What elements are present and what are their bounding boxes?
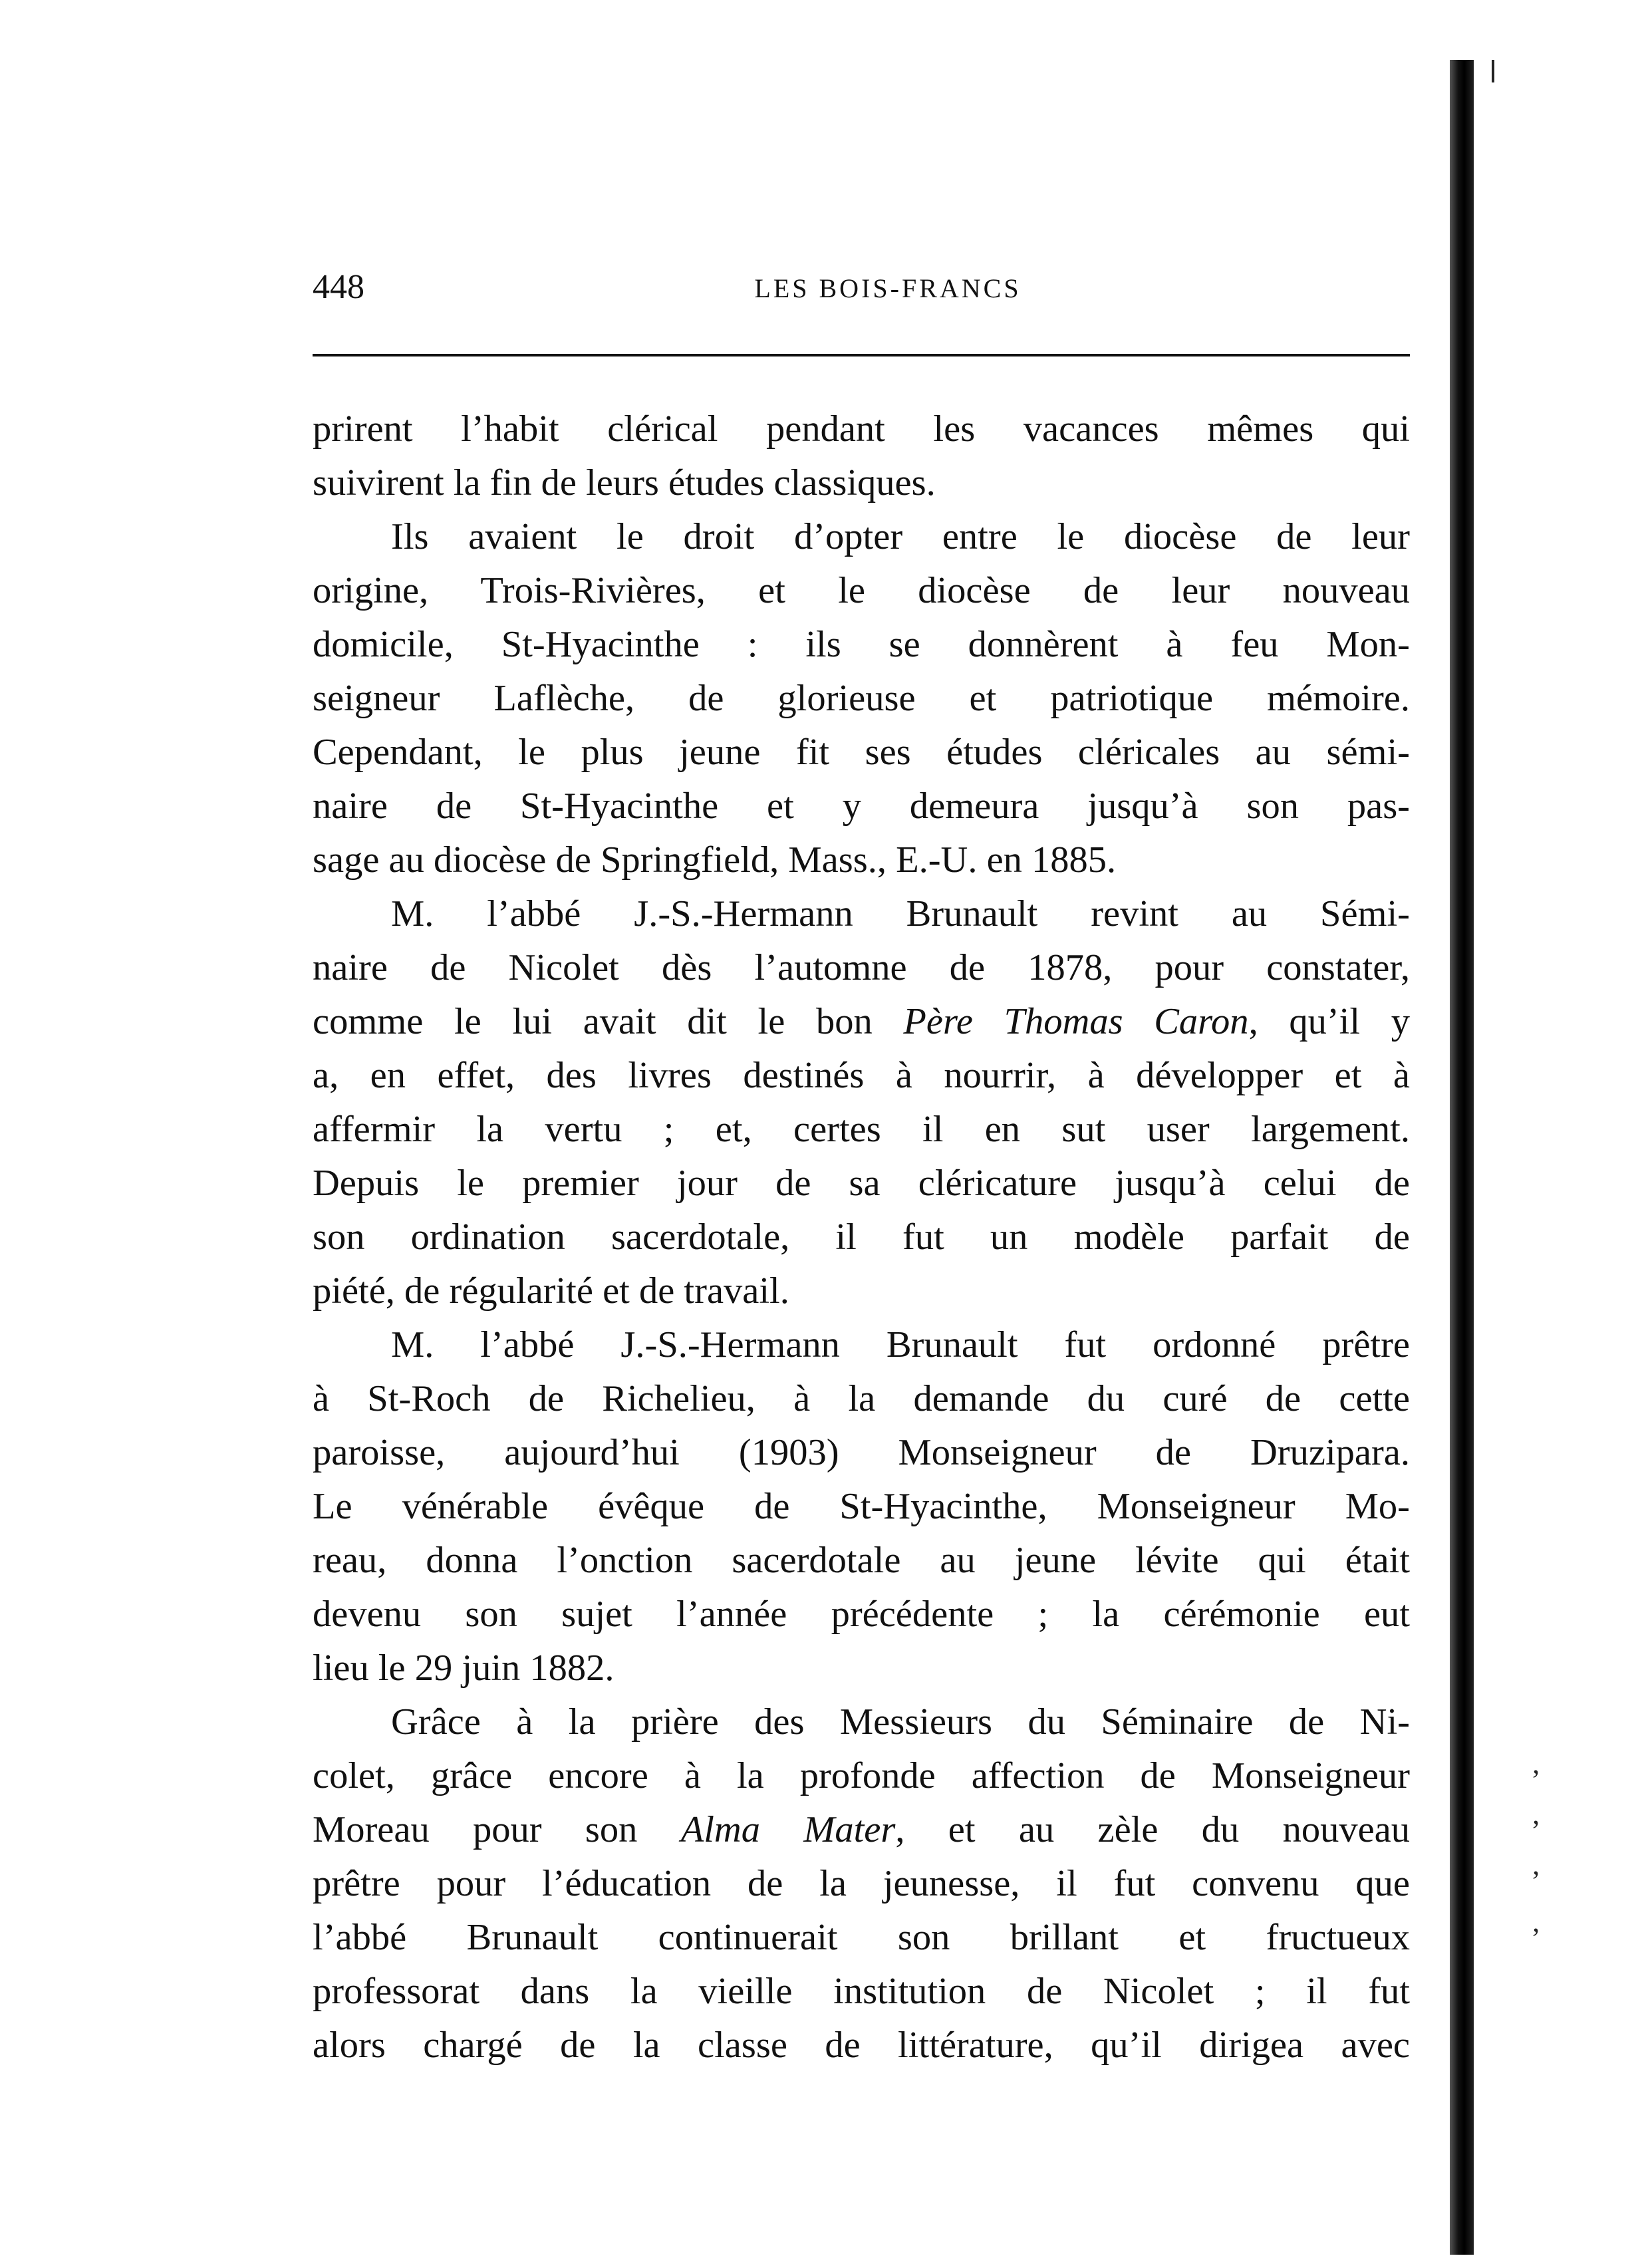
text-line: M. l’abbé J.-S.-Hermann Brunault fut ordonné prêtre (391, 1324, 1410, 1365)
text-line: affermir la vertu ; et, certes il en sut user largement. (313, 1109, 1410, 1150)
running-head: LES BOIS-FRANCS (754, 273, 1022, 303)
text-line: professorat dans la vieille institution de Nicolet ; il fut (313, 1971, 1410, 2012)
text-line: colet, grâce encore à la profonde affection de Monseigneur (313, 1755, 1410, 1796)
text-line: naire de Nicolet dès l’automne de 1878, pour constater, (313, 947, 1410, 988)
text-line: Ils avaient le droit d’opter entre le diocèse de leur (391, 516, 1410, 557)
margin-mark: ‚ (1531, 1906, 1541, 1938)
text-line: a, en effet, des livres destinés à nourrir, à développer et à (313, 1055, 1410, 1096)
text-line: piété, de régularité et de travail. (313, 1270, 789, 1312)
text-line: M. l’abbé J.-S.-Hermann Brunault revint au Sémi- (391, 893, 1410, 934)
text-line: prêtre pour l’éducation de la jeunesse, il fut convenu que (313, 1863, 1410, 1904)
text-line: origine, Trois-Rivières, et le diocèse de leur nouveau (313, 570, 1410, 611)
binding-mark (1492, 60, 1494, 82)
text-line: Cependant, le plus jeune fit ses études cléricales au sémi- (313, 732, 1410, 773)
header-rule (313, 354, 1410, 356)
text-line (313, 995, 1410, 1049)
text-line: alors chargé de la classe de littérature, qu’il dirigea avec (313, 2025, 1410, 2066)
text-run: Moreau pour son (313, 1809, 681, 1850)
text-line: l’abbé Brunault continuerait son brillant et fructueux (313, 1917, 1410, 1958)
text-line: son ordination sacerdotale, il fut un modèle parfait de (313, 1216, 1410, 1258)
margin-mark: ‚ (1531, 1848, 1541, 1881)
page-number: 448 (313, 268, 364, 306)
text-line: naire de St-Hyacinthe et y demeura jusqu’à son pas- (313, 785, 1410, 827)
text-line: reau, donna l’onction sacerdotale au jeune lévite qui était (313, 1540, 1410, 1581)
text-run: , et au zèle du nouveau (895, 1809, 1410, 1850)
text-line: sage au diocèse de Springfield, Mass., E.-U. en 1885. (313, 839, 1117, 881)
text-line: seigneur Laflèche, de glorieuse et patriotique mémoire. (313, 678, 1410, 719)
text-line: prirent l’habit clérical pendant les vacances mêmes qui (313, 408, 1410, 450)
text-run: , qu’il y (1248, 1001, 1410, 1042)
text-line: lieu le 29 juin 1882. (313, 1647, 614, 1689)
margin-mark: ‚ (1531, 1747, 1541, 1780)
binding-shadow (1450, 60, 1474, 2255)
text-line (313, 1803, 1410, 1857)
text-line: Le vénérable évêque de St-Hyacinthe, Monseigneur Mo- (313, 1486, 1410, 1527)
page-header (313, 267, 1410, 321)
margin-mark: ‚ (1531, 1798, 1541, 1830)
text-line: à St-Roch de Richelieu, à la demande du curé de cette (313, 1378, 1410, 1419)
body-text (313, 402, 1410, 2072)
text-run: comme le lui avait dit le bon (313, 1001, 904, 1042)
italic-title: Père Thomas Caron (903, 1001, 1249, 1042)
text-line: suivirent la fin de leurs études classiques. (313, 462, 936, 503)
text-line: Grâce à la prière des Messieurs du Séminaire de Ni- (391, 1701, 1410, 1743)
italic-title: Alma Mater (680, 1809, 896, 1850)
text-line: domicile, St-Hyacinthe : ils se donnèrent à feu Mon- (313, 624, 1410, 665)
text-line: devenu son sujet l’année précédente ; la cérémonie eut (313, 1594, 1410, 1635)
text-line: Depuis le premier jour de sa cléricature jusqu’à celui de (313, 1163, 1410, 1204)
text-line: paroisse, aujourd’hui (1903) Monseigneur de Druzipara. (313, 1432, 1410, 1473)
